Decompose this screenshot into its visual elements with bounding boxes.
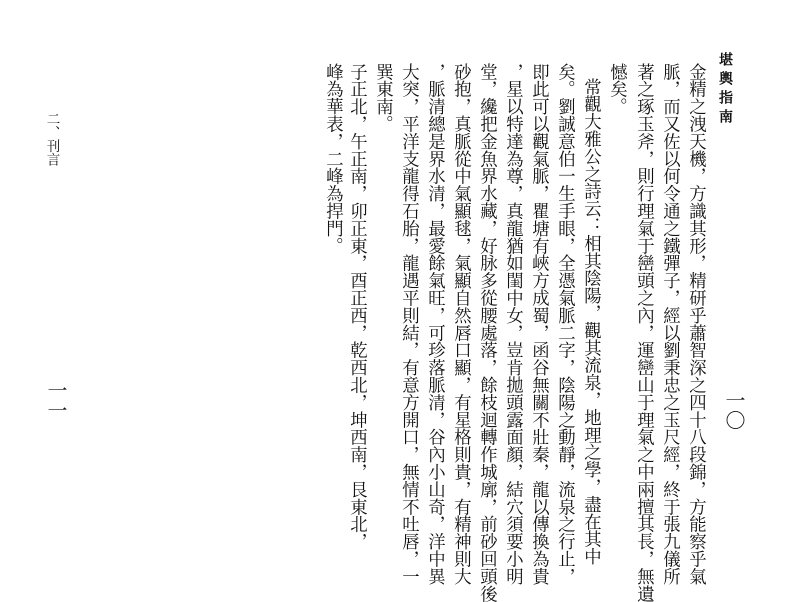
text-column: ，脈清總是界水清，最愛餘氣旺，可珍落脈清，谷內小山奇，洋中異 bbox=[424, 63, 445, 585]
left-page bbox=[0, 0, 270, 543]
text-column: ，星以特達為尊，真龍猶如閨中女，豈肯拋頭露面顏，結穴須要小明 bbox=[502, 63, 523, 585]
text-column: 堂，纔把金魚界水藏，好脉多從腰處落，餘枝迴轉作城廓，前砂回頭後 bbox=[476, 63, 497, 602]
text-column: 憾矣。 bbox=[606, 63, 627, 116]
text-column: 巽東南。 bbox=[372, 63, 393, 133]
text-column: 矣。劉誠意伯一生手眼，全憑氣脈二字，陰陽之動靜，流泉之行止， bbox=[554, 63, 575, 585]
page-header: 堪輿指南 bbox=[717, 52, 733, 128]
text-column: 脈，而又佐以何令通之鐵彈子，經以劉秉忠之玉尺經，終于張九儀所 bbox=[659, 63, 680, 585]
page-number-left: 一一 bbox=[44, 380, 68, 420]
text-column: 常觀大雅公之詩云：相其陰陽，觀其流泉，地理之學，盡在其中 bbox=[580, 78, 601, 566]
text-column: 砂抱，真脈從中氣顯毬，氣顯自然唇口顯，有星格則貴，有精神則大 bbox=[450, 63, 471, 585]
text-column: 子正北，午正南，卯正東，酉正西，乾西北，坤西南，艮東北， bbox=[346, 63, 367, 551]
running-title: 二、刊言 bbox=[43, 112, 60, 166]
text-column: 金精之洩天機，方識其形，精研乎蕭智深之四十八段錦，方能察乎氣 bbox=[685, 63, 706, 585]
text-column: 大突，平洋支龍得石胎，龍遇平則結，有意方開口，無情不吐唇，一 bbox=[398, 63, 419, 585]
text-column: 即此可以觀氣脈，瞿塘有峽方成蜀，函谷無關不壯秦，龍以傳換為貴 bbox=[528, 63, 549, 585]
page-number-right: 一〇 bbox=[722, 390, 746, 430]
text-column: 著之琢玉斧，則行理氣于巒頭之內，運巒山于理氣之中兩擅其長，無遺 bbox=[633, 63, 654, 602]
text-column: 峰為華表，二峰為捍門。 bbox=[322, 63, 343, 255]
